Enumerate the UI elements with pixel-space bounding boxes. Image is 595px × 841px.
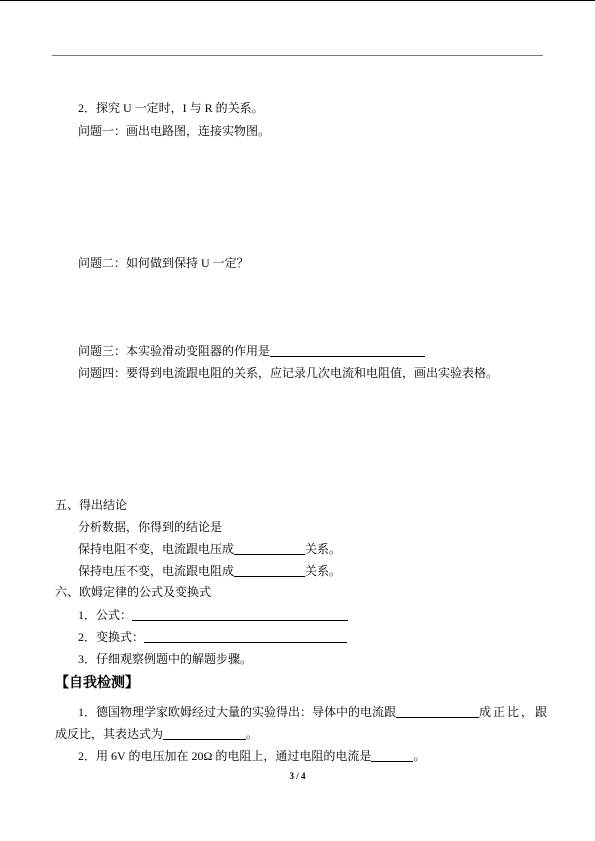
question-4: 问题四：要得到电流跟电阻的关系，应记录几次电流和电阻值，画出实验表格。 xyxy=(78,366,499,380)
page-top-edge xyxy=(0,0,595,1)
page-number: 3 / 4 xyxy=(289,771,306,781)
ohm-item-2-label: 2．变换式： xyxy=(78,630,145,644)
conclusion-line-2-start: 保持电压不变，电流跟电阻成 xyxy=(78,564,235,578)
answer-blank xyxy=(371,749,413,762)
self-check-q1-text-a: 1．德国物理学家欧姆经过大量的实验得出：导体中的电流跟 xyxy=(78,705,397,719)
self-check-q2 xyxy=(78,748,425,764)
question-3 xyxy=(78,343,425,359)
self-check-q1-text-c: 成反比，其表达式为 xyxy=(55,727,164,741)
self-check-q1-line-1 xyxy=(78,704,549,720)
answer-blank xyxy=(234,542,305,555)
ohm-heading: 六、欧姆定律的公式及变换式 xyxy=(55,585,212,599)
answer-blank xyxy=(396,705,479,718)
ohm-item-3: 3．仔细观察例题中的解题步骤。 xyxy=(78,652,253,666)
question-3-text: 问题三：本实验滑动变阻器的作用是 xyxy=(78,344,271,358)
conclusion-line-1-end: 关系。 xyxy=(305,542,342,556)
answer-blank xyxy=(270,344,425,357)
answer-blank xyxy=(132,608,348,621)
ohm-item-1-label: 1．公式： xyxy=(78,608,133,622)
self-check-q1-line-2 xyxy=(55,726,258,742)
ohm-item-2 xyxy=(78,629,347,645)
self-check-q2-text-b: 。 xyxy=(413,749,426,763)
conclusion-heading: 五、得出结论 xyxy=(55,498,128,512)
answer-blank xyxy=(144,630,347,643)
ohm-item-1 xyxy=(78,607,348,623)
self-check-q2-text-a: 2．用 6V 的电压加在 20Ω 的电阻上，通过电阻的电流是 xyxy=(78,749,372,763)
answer-blank xyxy=(234,564,305,577)
conclusion-intro: 分析数据，你得到的结论是 xyxy=(78,520,223,534)
self-check-q1-text-b: 成正比，跟 xyxy=(479,705,550,719)
conclusion-line-2 xyxy=(78,563,341,579)
conclusion-line-1 xyxy=(78,541,341,557)
conclusion-line-2-end: 关系。 xyxy=(305,564,342,578)
answer-blank xyxy=(163,727,246,740)
section-2-heading: 2．探究 U 一定时，I 与 R 的关系。 xyxy=(78,101,264,115)
header-rule xyxy=(52,55,543,56)
self-check-heading: 【自我检测】 xyxy=(55,676,139,691)
question-2: 问题二：如何做到保持 U 一定？ xyxy=(78,256,249,270)
question-1: 问题一：画出电路图，连接实物图。 xyxy=(78,124,271,138)
self-check-q1-text-d: 。 xyxy=(246,727,259,741)
conclusion-line-1-start: 保持电阻不变，电流跟电压成 xyxy=(78,542,235,556)
